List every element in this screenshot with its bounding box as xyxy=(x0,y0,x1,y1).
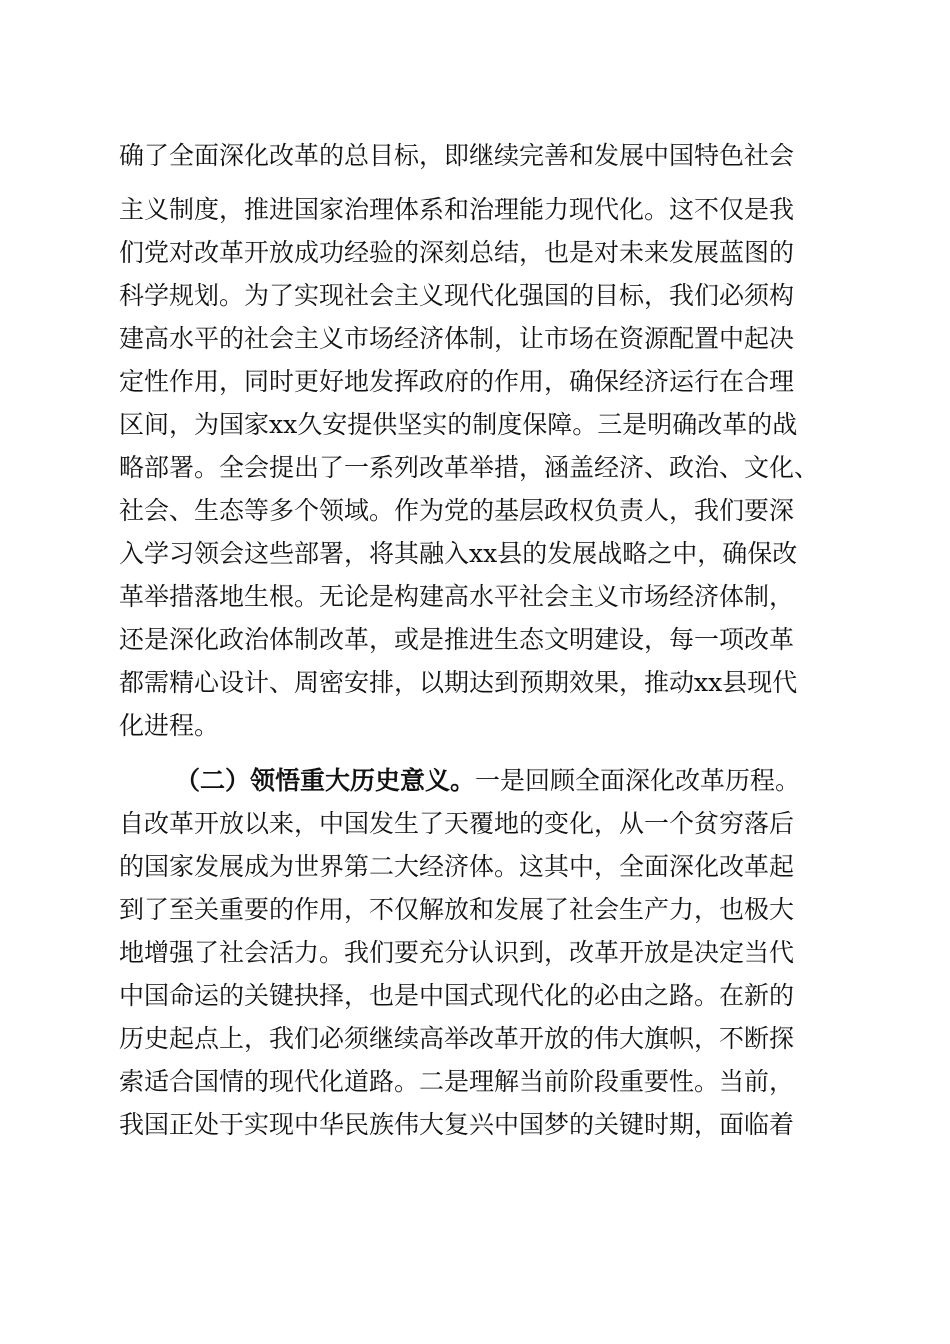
text-line: 索适合国情的现代化道路。二是理解当前阶段重要性。当前， xyxy=(119,1067,795,1096)
section-heading: （二）领悟重大历史意义。 xyxy=(175,766,476,795)
text-line: 地增强了社会活力。我们要充分认识到，改革开放是决定当代 xyxy=(119,938,795,967)
text-line: 化进程。 xyxy=(119,711,220,740)
text-line: 历史起点上，我们必须继续高举改革开放的伟大旗帜，不断探 xyxy=(119,1024,795,1053)
text-line: 建高水平的社会主义市场经济体制，让市场在资源配置中起决 xyxy=(119,324,795,353)
text-line: 都需精心设计、周密安排，以期达到预期效果，推动xx县现代 xyxy=(119,668,798,697)
text-line: 到了至关重要的作用，不仅解放和发展了社会生产力，也极大 xyxy=(119,895,795,924)
section-heading-line xyxy=(175,761,800,801)
text-line: 略部署。全会提出了一系列改革举措，涵盖经济、政治、文化、 xyxy=(119,453,820,482)
text-line: 中国命运的关键抉择，也是中国式现代化的必由之路。在新的 xyxy=(119,981,795,1010)
text-line: 主义制度，推进国家治理体系和治理能力现代化。这不仅是我 xyxy=(119,195,795,224)
text-line: 定性作用，同时更好地发挥政府的作用，确保经济运行在合理 xyxy=(119,367,795,396)
section-heading-rest: 一是回顾全面深化改革历程。 xyxy=(475,766,801,795)
text-line: 确了全面深化改革的总目标，即继续完善和发展中国特色社会 xyxy=(119,141,795,170)
text-line: 我国正处于实现中华民族伟大复兴中国梦的关键时期，面临着 xyxy=(119,1110,795,1139)
text-line: 革举措落地生根。无论是构建高水平社会主义市场经济体制， xyxy=(119,582,795,611)
text-line: 还是深化政治体制改革，或是推进生态文明建设，每一项改革 xyxy=(119,625,795,654)
text-line: 们党对改革开放成功经验的深刻总结，也是对未来发展蓝图的 xyxy=(119,238,795,267)
text-line: 的国家发展成为世界第二大经济体。这其中，全面深化改革起 xyxy=(119,852,795,881)
text-line: 自改革开放以来，中国发生了天覆地的变化，从一个贫穷落后 xyxy=(119,809,795,838)
text-line: 区间，为国家xx久安提供坚实的制度保障。三是明确改革的战 xyxy=(119,410,798,439)
text-line: 社会、生态等多个领域。作为党的基层政权负责人，我们要深 xyxy=(119,496,795,525)
text-line: 科学规划。为了实现社会主义现代化强国的目标，我们必须构 xyxy=(119,281,795,310)
text-line: 入学习领会这些部署，将其融入xx县的发展战略之中，确保改 xyxy=(119,539,798,568)
